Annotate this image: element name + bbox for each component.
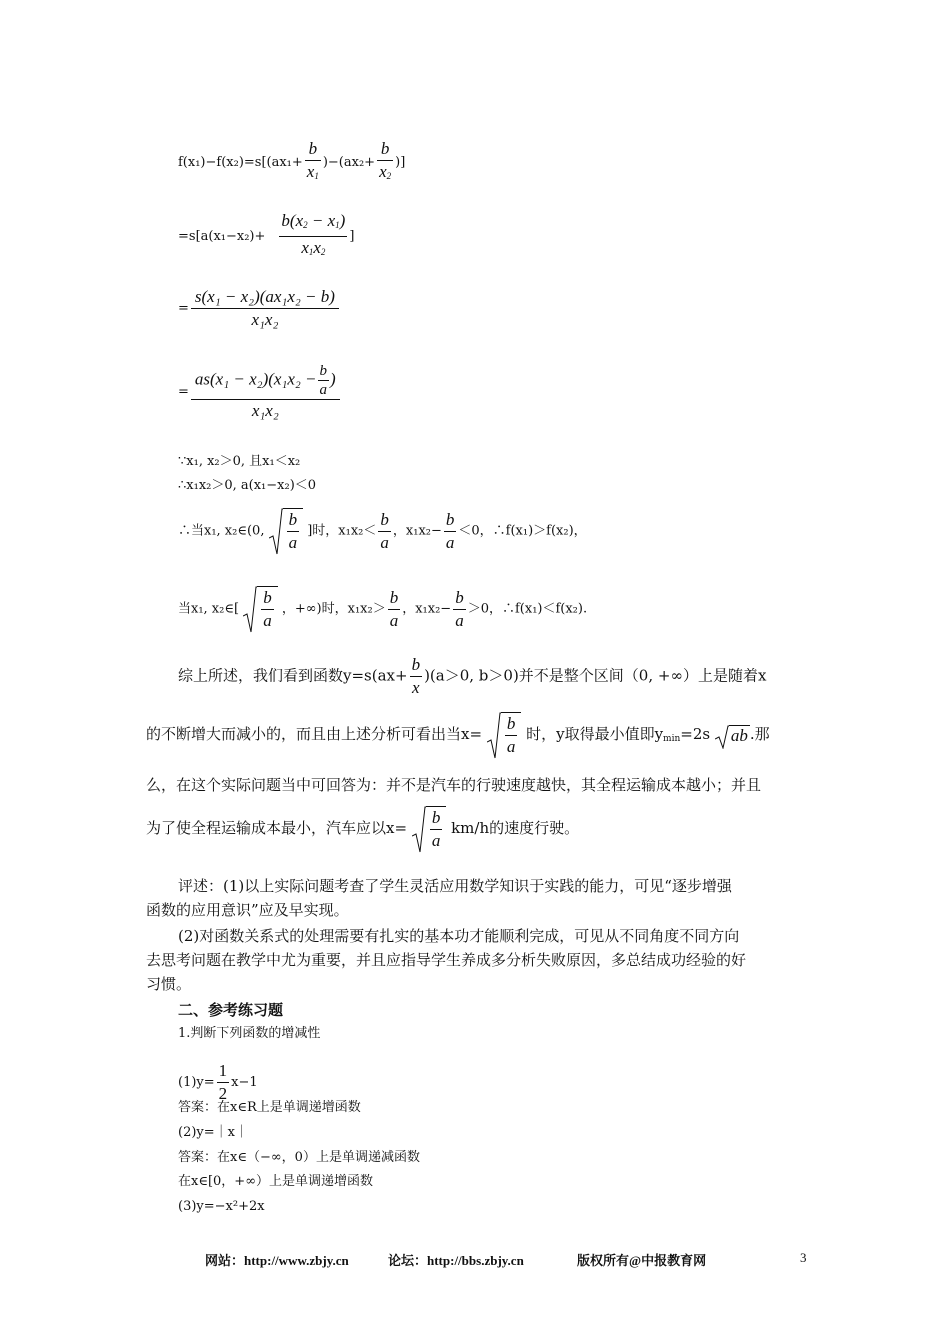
case2-a: 当x₁, x₂∈[ [178,601,240,617]
eq1-mid: )−(ax₂+ [322,155,376,170]
footer-site-link[interactable]: 网站：http://www.zbjy.cn [205,1253,349,1268]
summary-p2-d: .那 [749,725,770,743]
eq1-prefix: f(x₁)−f(x₂)=s[(ax₁+ [178,155,303,170]
eq2-end: ] [349,229,355,244]
sqrt-b-over-a: $\frac{b}{a}$ [412,806,447,852]
answer-2-line-a: 答案：在x∈（−∞，0）上是单调递减函数 [178,1150,420,1165]
fraction-line-4: as(x₁ − x₂)(x₁x₂ − $\frac{b}{a}$ ) x₁x₂ [191,362,340,422]
case1-c: ，x₁x₂− [392,523,442,539]
exercise-item-2: (2)y=｜x｜ [178,1125,248,1140]
case-1-line [178,508,587,554]
case2-c: ，x₁x₂− [402,601,452,617]
because-line: ∵x₁, x₂＞0, 且x₁＜x₂ [178,454,301,469]
summary-min-subscript: min [663,734,681,744]
answer-2-line-b: 在x∈[0，+∞）上是单调递增函数 [178,1174,374,1189]
exercise-question-1: 1.判断下列函数的增减性 [178,1026,321,1041]
fraction-b-x2-x1: $\frac{b(x_2 - x_1)}{x_1x_2}$ [281,211,346,257]
summary-p2-c: =2s [680,725,711,743]
exercise-item-3: (3)y=−x²+2x [178,1199,265,1214]
summary-line-4 [146,806,579,852]
summary-p1-a: 综上所述，我们看到函数y=s(ax+ [178,666,408,685]
eq2-prefix: =s[a(x₁−x₂)+ [178,229,266,244]
case-2-line [178,586,587,632]
review-1-line-b: 函数的应用意识”应及早实现。 [146,901,349,919]
fraction-b-over-a: $\frac{b}{a}$ [389,587,399,630]
review-2-line-a: (2)对函数关系式的处理需要有扎实的基本功才能顺利完成，可见从不同角度不同方向 [178,927,740,945]
summary-p4-a: 为了使全程运输成本最小，汽车应以x= [146,819,408,837]
fraction-b-over-x1: $\frac{b}{x_1}$ [306,139,319,181]
item1-suffix: x−1 [231,1075,258,1090]
summary-p1-b: )(a＞0, b＞0)并不是整个区间（0, +∞）上是随着x [424,666,767,685]
summary-line-3: 么，在这个实际问题当中可回答为：并不是汽车的行驶速度越快，其全程运输成本越小；并且 [146,776,762,794]
item1-prefix: (1)y= [178,1075,215,1090]
fraction-b-over-a: $\frac{b}{a}$ [455,587,464,630]
fraction-b-over-a: $\frac{b}{a}$ [445,509,455,552]
fraction-b-over-x: $\frac{b}{x}$ [411,655,421,697]
case2-b: ，+∞)时，x₁x₂＞ [281,601,386,617]
sqrt-b-over-a: $\frac{b}{a}$ [487,712,522,758]
eq1-end: )] [395,155,406,170]
summary-p2-b: 时，y取得最小值即y [526,725,664,743]
case1-d: ＜0，∴f(x₁)＞f(x₂)， [458,523,587,539]
sqrt-b-over-a: $\frac{b}{a}$ [243,586,278,632]
answer-1: 答案：在x∈R上是单调递增函数 [178,1100,361,1115]
equation-line-3: = $\frac{\text{s(x₁ − x₂)(ax₁x₂ − b)}}{\text{x₁x₂}}$ [178,286,341,331]
page-number: 3 [800,1250,807,1265]
fraction-one-half: $\frac{1}{2}$ [218,1061,228,1103]
fraction-b-over-x2: $\frac{b}{x_2}$ [379,139,392,181]
sqrt-ab: ab [715,725,750,746]
summary-p2-a: 的不断增大而减小的，而且由上述分析可看出当x= [146,725,483,743]
case2-d: ＞0，∴f(x₁)＜f(x₂). [467,601,588,617]
section-heading: 二、参考练习题 [178,1001,284,1019]
equation-line-4: = as(x₁ − x₂)(x₁x₂ − $\frac{b}{a}$ ) x₁x₂ [178,362,342,422]
equation-line-1 [178,138,405,187]
review-1-line-a: 评述：(1)以上实际问题考查了学生灵活应用数学知识于实践的能力，可见“逐步增强 [178,877,732,895]
footer-copyright: 版权所有@中报教育网 [577,1253,707,1268]
review-2-line-c: 习惯。 [146,975,192,993]
therefore-line: ∴x₁x₂＞0, a(x₁−x₂)＜0 [178,478,317,493]
case1-a: ∴当x₁, x₂∈(0, [178,523,265,539]
summary-line-2 [146,712,770,758]
equation-line-2 [178,210,354,263]
footer-forum-link[interactable]: 论坛：http://bbs.zbjy.cn [388,1253,524,1268]
sqrt-b-over-a: $\frac{b}{a}$ [269,508,304,554]
case1-b: ]时，x₁x₂＜ [307,523,377,539]
summary-p4-b: km/h的速度行驶。 [451,819,580,837]
review-2-line-b: 去思考问题在教学中尤为重要，并且应指导学生养成多分析失败原因，多总结成功经验的好 [146,951,747,969]
fraction-line-3: $\frac{\text{s(x₁ − x₂)(ax₁x₂ − b)}}{\text{x₁x₂}}$ [191,286,339,331]
fraction-b-over-a: $\frac{b}{a}$ [380,509,389,552]
summary-line-1 [178,654,766,699]
